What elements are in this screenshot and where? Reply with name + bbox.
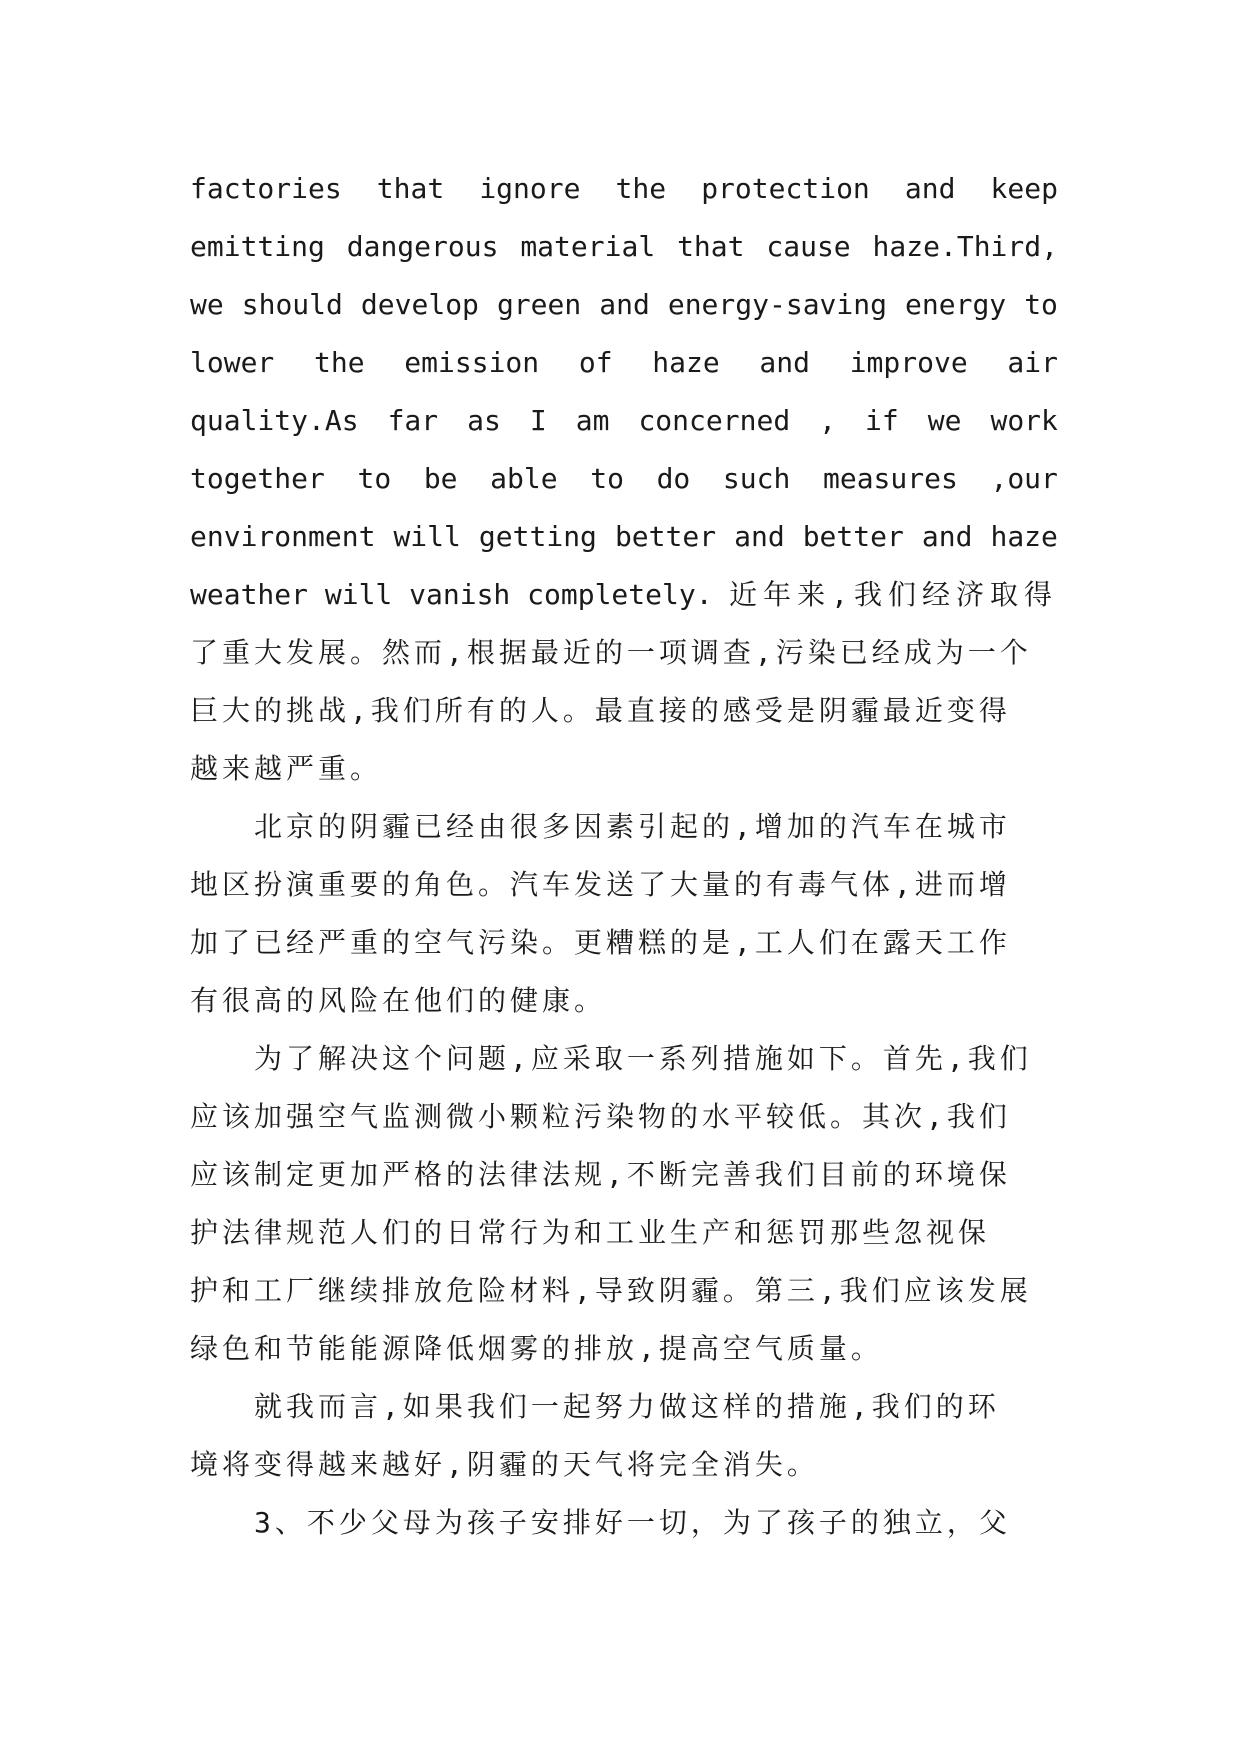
- word: haze: [990, 520, 1058, 553]
- word: ignore: [479, 172, 581, 205]
- paragraph-line: 为了解决这个问题,应采取一系列措施如下。首先,我们: [254, 1042, 1032, 1075]
- word: air: [1007, 346, 1058, 379]
- word: I: [529, 404, 547, 437]
- word: emitting: [190, 230, 325, 263]
- word: and: [734, 520, 785, 553]
- word: material: [520, 230, 656, 263]
- paragraph-line: 护法律规范人们的日常行为和工业生产和惩罚那些忽视保: [190, 1216, 991, 1249]
- word: haze.Third,: [872, 230, 1058, 263]
- word: lower: [190, 346, 275, 379]
- paragraph-line: 绿色和节能能源降低烟雾的排放,提高空气质量。: [190, 1332, 883, 1365]
- word: cause: [766, 230, 851, 263]
- english-line-4: [190, 334, 1058, 392]
- word: and: [599, 288, 650, 321]
- word: better: [802, 520, 904, 553]
- word: will: [393, 520, 461, 553]
- paragraph-line: 越来越严重。: [190, 752, 383, 785]
- word: such: [722, 462, 791, 495]
- word: develop: [360, 288, 479, 321]
- word: emission: [404, 346, 540, 379]
- word: and: [904, 172, 956, 205]
- word: the: [314, 346, 365, 379]
- mixed-line: [190, 566, 1058, 624]
- paragraph-line: 就我而言,如果我们一起努力做这样的措施,我们的环: [254, 1390, 1000, 1423]
- word: environment: [190, 520, 376, 553]
- word: better: [614, 520, 717, 553]
- word: factories: [190, 172, 342, 205]
- english-line-2: [190, 218, 1058, 276]
- paragraph-line: 巨大的挑战,我们所有的人。最直接的感受是阴霾最近变得: [190, 694, 1011, 727]
- paragraph-line: 境将变得越来越好,阴霾的天气将完全消失。: [190, 1448, 819, 1481]
- word: keep: [990, 172, 1058, 205]
- word: do: [656, 462, 691, 495]
- word: far: [387, 404, 439, 437]
- word: be: [423, 462, 458, 495]
- word: as: [467, 404, 501, 437]
- word: quality.As: [190, 404, 359, 437]
- paragraph-5: [190, 1494, 1058, 1552]
- word: we: [190, 288, 224, 321]
- word: ,our: [990, 462, 1058, 495]
- paragraph-line: 3、不少父母为孩子安排好一切，为了孩子的独立，父: [254, 1506, 1011, 1539]
- paragraph-4: [190, 1378, 1058, 1494]
- word: together: [190, 462, 325, 495]
- word: concerned: [638, 404, 791, 437]
- english-line-6: [190, 450, 1058, 508]
- word: getting: [478, 520, 597, 553]
- paragraph-1: [190, 624, 1058, 798]
- english-line-5: [190, 392, 1058, 450]
- word: work: [990, 404, 1058, 437]
- word: dangerous: [346, 230, 499, 263]
- word: and: [921, 520, 973, 553]
- paragraph-line: 加了已经严重的空气污染。更糟糕的是,工人们在露天工作: [190, 926, 1011, 959]
- word: to: [1024, 288, 1058, 321]
- paragraph-line: 有很高的风险在他们的健康。: [190, 984, 607, 1017]
- word: if: [865, 404, 899, 437]
- paragraph-line: 地区扮演重要的角色。汽车发送了大量的有毒气体,进而增: [190, 868, 1011, 901]
- paragraph-line: 应该制定更加严格的法律法规,不断完善我们目前的环境保: [190, 1158, 1011, 1191]
- word: able: [490, 462, 558, 495]
- word: the: [615, 172, 667, 205]
- word: that: [677, 230, 745, 263]
- paragraph-line: 应该加强空气监测微小颗粒污染物的水平较低。其次,我们: [190, 1100, 1011, 1133]
- word: to: [357, 462, 392, 495]
- paragraph-line: 了重大发展。然而,根据最近的一项调查,污染已经成为一个: [190, 636, 1032, 669]
- word: ,: [819, 404, 837, 437]
- english-fragment: weather will vanish completely.: [190, 578, 713, 611]
- word: should: [241, 288, 343, 321]
- word: protection: [701, 172, 870, 205]
- english-line-3: [190, 276, 1058, 334]
- paragraph-2: [190, 798, 1058, 1030]
- word: measures: [822, 462, 958, 495]
- document-body: [190, 160, 1058, 1552]
- word: that: [376, 172, 445, 205]
- word: haze: [652, 346, 720, 379]
- paragraph-line: 护和工厂继续排放危险材料,导致阴霾。第三,我们应该发展: [190, 1274, 1032, 1307]
- word: we: [927, 404, 962, 437]
- paragraph-3: [190, 1030, 1058, 1378]
- word: energy-saving: [667, 288, 887, 321]
- word: green: [496, 288, 582, 321]
- english-line-1: [190, 160, 1058, 218]
- chinese-fragment: 近年来,我们经济取得: [729, 578, 1058, 611]
- word: of: [578, 346, 613, 379]
- word: am: [575, 404, 610, 437]
- english-line-7: [190, 508, 1058, 566]
- paragraph-line: 北京的阴霾已经由很多因素引起的,增加的汽车在城市: [254, 810, 1011, 843]
- word: energy: [905, 288, 1007, 321]
- word: improve: [849, 346, 968, 379]
- word: and: [759, 346, 810, 379]
- word: to: [590, 462, 624, 495]
